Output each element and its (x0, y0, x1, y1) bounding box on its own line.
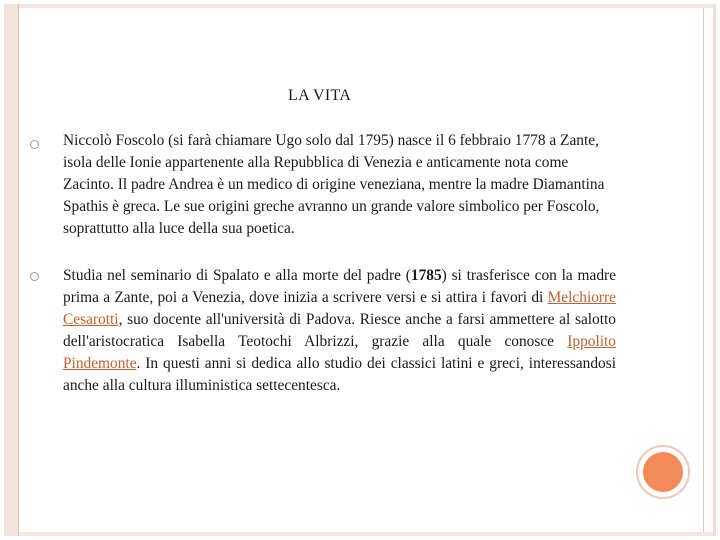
decorative-circle-icon (636, 445, 690, 499)
decorative-circle-fill (643, 452, 683, 492)
paragraph-biography-studies (63, 265, 616, 397)
link-ippolito-pindemonte[interactable]: Ippolito Pindemonte (63, 333, 616, 372)
frame-left-line (18, 4, 19, 536)
bullet-icon (30, 140, 39, 149)
frame-right-border (713, 4, 716, 536)
paragraph-text: Studia nel seminario di Spalato e alla morte del padre ( (63, 267, 411, 284)
link-melchiorre-cesarotti[interactable]: Melchiorre Cesarotti (63, 289, 616, 328)
paragraph-text: , suo docente all'università di Padova. Riesce anche a farsi ammettere al salotto dell'aristocratica Isabella Teotochi Albrizzi, grazie alla quale conosce (63, 311, 616, 350)
paragraph-text: . In questi anni si dedica allo studio dei classici latini e greci, interessandosi anche alla cultura illuministica settecentesca. (63, 355, 616, 394)
paragraph-text: ) si trasferisce con la madre prima a Zante, poi a Venezia, dove inizia a scrivere versi e si attira i favori di (63, 267, 616, 306)
frame-top-border (4, 4, 716, 8)
year-text: 1785 (410, 267, 442, 284)
paragraph-biography-birth: Niccolò Foscolo (si farà chiamare Ugo solo dal 1795) nasce il 6 febbraio 1778 a Zante, isola delle Ionie appartenente alla Repubblica di Venezia e anticamente nota come Zacinto. Il padre Andrea è un medico di origine veneziana, mentre la madre Diamantina Spathis è greca. Le sue origini greche avranno un grande valore simbolico per Foscolo, soprattutto alla luce della sua poetica. (63, 132, 605, 237)
frame-right-line (703, 8, 704, 532)
frame-left-border (4, 4, 18, 536)
frame-bottom-border (4, 532, 716, 536)
slide-title: LA VITA (288, 87, 352, 104)
bullet-icon (30, 272, 39, 281)
